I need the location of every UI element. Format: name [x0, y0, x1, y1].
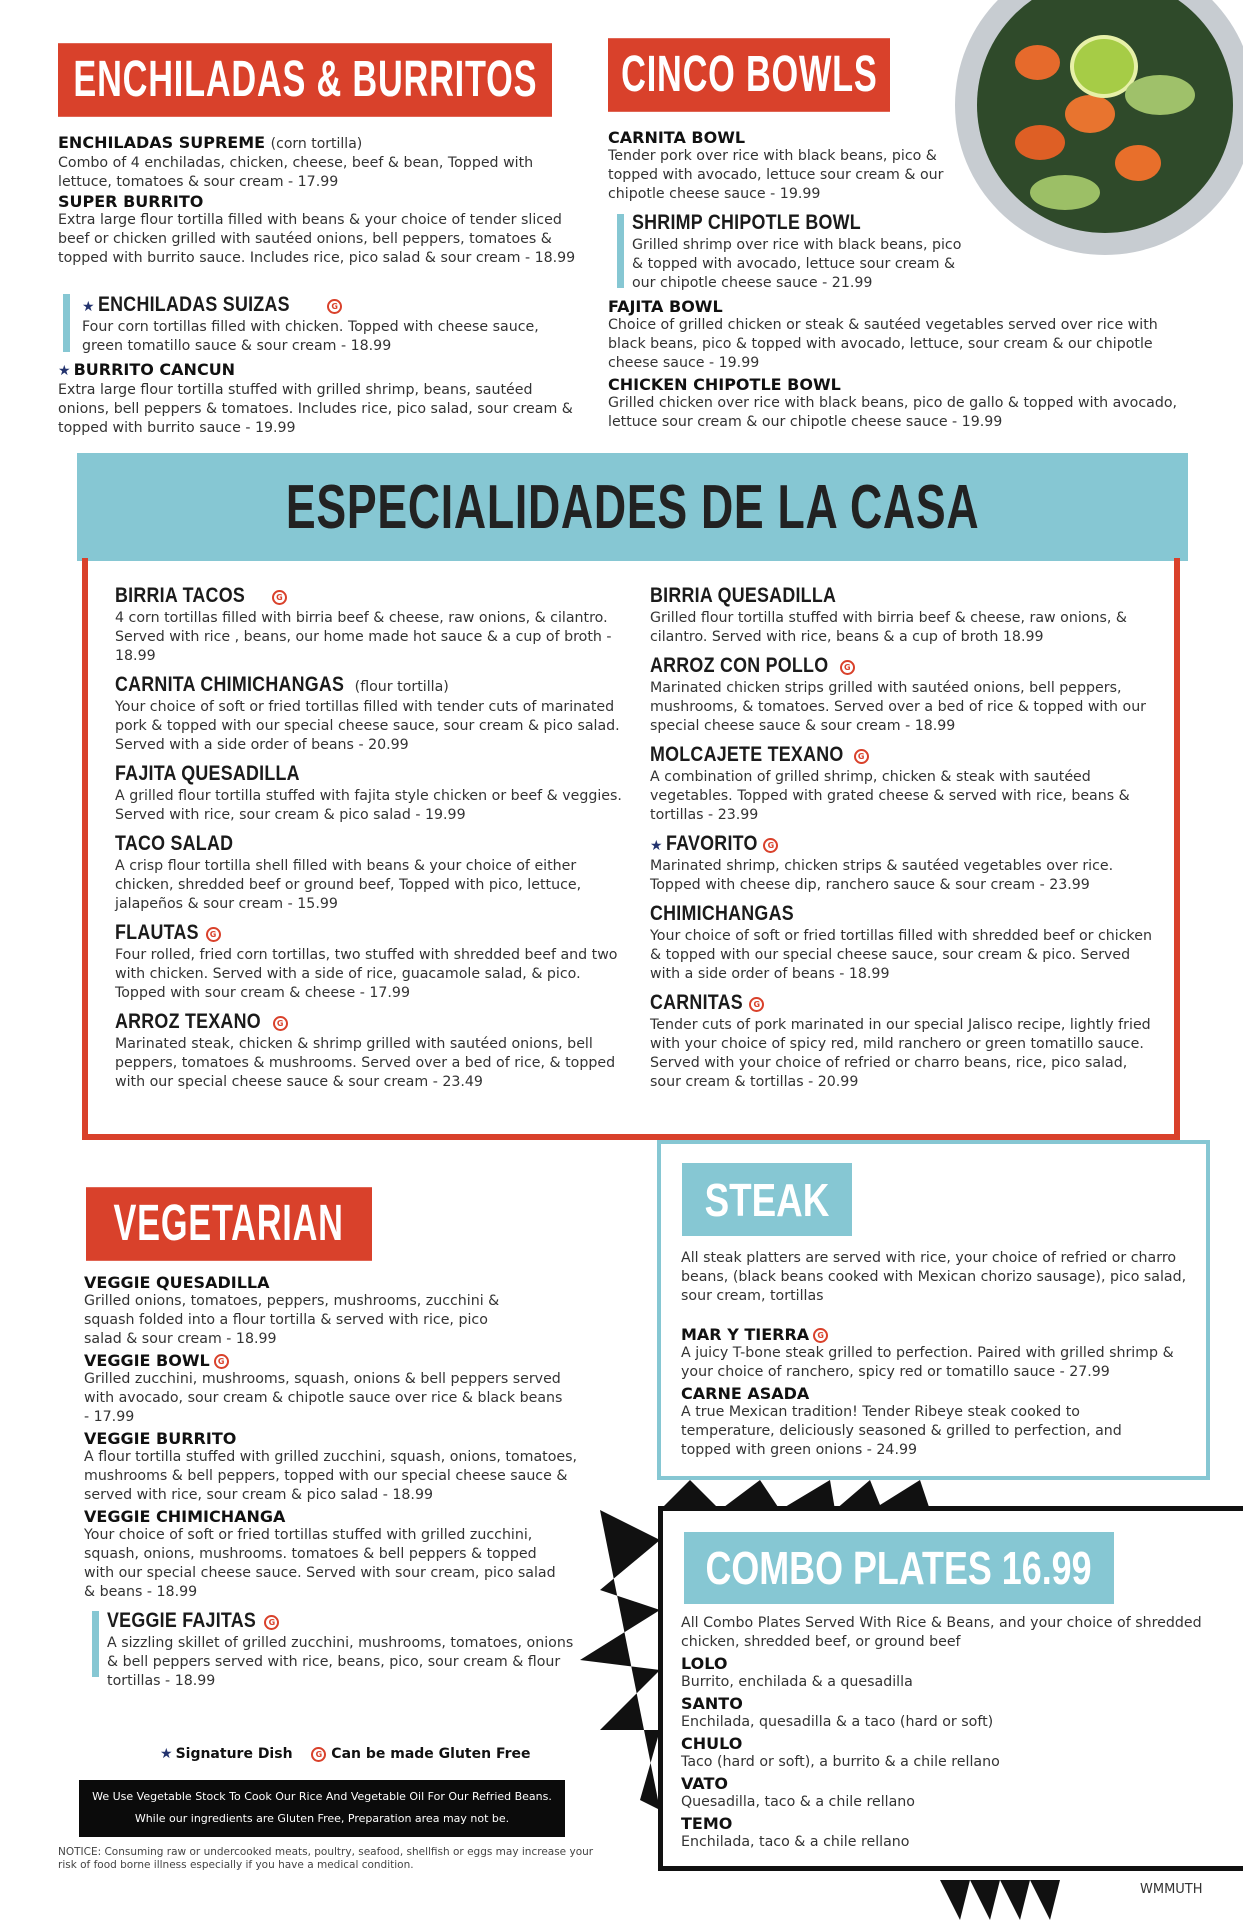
- item-desc: Four corn tortillas filled with chicken. Topped with cheese sauce, green tomatillo sauce & sour cream - 18.99: [82, 319, 539, 354]
- item-desc: Your choice of soft or fried tortillas filled with shredded beef or chicken & topped with our special cheese sauce, sour cream & pico. Served with a side order of beans - 18.99: [650, 928, 1152, 982]
- footer-code: WMMUTH: [1140, 1882, 1203, 1897]
- carnita-bowl: [608, 128, 968, 204]
- signature-bar: [92, 1611, 99, 1677]
- vegetarian-list: [84, 1273, 584, 1602]
- section-title: ENCHILADAS & BURRITOS: [73, 51, 537, 108]
- notice: NOTICE: Consuming raw or undercooked meats, poultry, seafood, shellfish or eggs may increase your risk of food borne illness especially if you have a medical condition.: [58, 1846, 594, 1871]
- section-title: VEGETARIAN: [113, 1195, 345, 1252]
- gluten-free-icon: G: [854, 749, 869, 764]
- item-desc: Grilled zucchini, mushrooms, squash, onions & bell peppers served with avocado, sour cream & chipotle sauce over rice & black beans - 17.99: [84, 1371, 563, 1425]
- item-name: BURRITO CANCUN: [73, 360, 236, 379]
- item-desc: Taco (hard or soft), a burrito & a chile rellano: [681, 1754, 1000, 1770]
- flautas: [115, 920, 625, 1003]
- item-desc: A crisp flour tortilla shell filled with beans & your choice of either chicken, shredded beef or ground beef, Topped with pico, lettuce, jalapeños & sour cream - 15.99: [115, 858, 582, 912]
- item-desc: Tender cuts of pork marinated in our special Jalisco recipe, lightly fried with your choice of spicy red, mild ranchero or green tomatillo sauce. Served with your choice of refried or charro beans, rice, pico salad, sour cream & tortillas - 20.99: [650, 1017, 1151, 1090]
- item-name: CARNITA CHIMICHANGAS: [115, 673, 345, 696]
- section-title: STEAK: [704, 1173, 830, 1226]
- item-desc: Extra large flour tortilla filled with beans & your choice of tender sliced beef or chicken grilled with sautéed onions, bell peppers, tomatoes & topped with burrito sauce. Includes rice, pico salad & sour cream - 18.99: [58, 212, 576, 266]
- item-name: FAVORITO: [665, 832, 758, 855]
- especialidades-banner: [77, 453, 1188, 561]
- item-name: TEMO: [681, 1814, 733, 1833]
- carnitas: [650, 990, 1160, 1092]
- signature-bar: [63, 294, 70, 352]
- arroz-con-pollo: [650, 653, 1160, 736]
- item-desc: Enchilada, taco & a chile rellano: [681, 1834, 910, 1850]
- item-desc: Tender pork over rice with black beans, pico & topped with avocado, lettuce sour cream & our chipotle cheese sauce - 19.99: [608, 148, 944, 202]
- burrito-cancun: [58, 360, 578, 438]
- item-name: SUPER BURRITO: [58, 192, 204, 211]
- arroz-texano: [115, 1009, 625, 1092]
- item-name: BIRRIA QUESADILLA: [650, 584, 837, 607]
- item-name: CHIMICHANGAS: [650, 902, 794, 925]
- birria-quesadilla: [650, 583, 1160, 647]
- veggie-quesadilla: [84, 1273, 584, 1349]
- item-name: VEGGIE QUESADILLA: [84, 1273, 270, 1292]
- combo-banner: [684, 1532, 1114, 1604]
- gluten-free-icon: G: [206, 927, 221, 942]
- star-icon: ★: [58, 363, 71, 379]
- item-name: CHULO: [681, 1734, 743, 1753]
- esp-right-column: [650, 583, 1160, 1092]
- gluten-free-icon: G: [813, 1328, 828, 1343]
- item-name: ENCHILADAS SUIZAS: [97, 293, 290, 316]
- enchiladas-burritos-banner: [58, 43, 552, 117]
- item-name: BIRRIA TACOS: [115, 584, 245, 607]
- shrimp-chipotle-bowl: [632, 210, 962, 293]
- cinco-bowls-banner: [608, 38, 890, 112]
- item-desc: Burrito, enchilada & a quesadilla: [681, 1674, 913, 1690]
- combo-santo: [681, 1694, 1201, 1732]
- item-desc: Choice of grilled chicken or steak & sautéed vegetables served over rice with black beans, pico & topped with avocado, lettuce, sour cream & our chipotle cheese sauce - 19.99: [608, 317, 1158, 371]
- mar-y-tierra: [681, 1325, 1201, 1382]
- veggie-burrito: [84, 1429, 584, 1505]
- section-title: CINCO BOWLS: [620, 46, 878, 103]
- legend: [160, 1746, 560, 1762]
- enchiladas-supreme: [58, 133, 568, 192]
- super-burrito: [58, 192, 583, 268]
- gluten-free-icon: G: [272, 590, 287, 605]
- legend-signature: Signature Dish: [175, 1746, 293, 1762]
- info-line-2: While our ingredients are Gluten Free, Preparation area may not be.: [134, 1812, 510, 1825]
- favorito: [650, 831, 1160, 895]
- info-box: [79, 1780, 565, 1837]
- combo-temo: [681, 1814, 1201, 1852]
- star-icon: ★: [82, 299, 95, 315]
- veggie-fajitas: [107, 1608, 577, 1691]
- item-name: SHRIMP CHIPOTLE BOWL: [632, 211, 861, 234]
- item-name: VEGGIE BOWL: [84, 1351, 210, 1370]
- combo-vato: [681, 1774, 1201, 1812]
- section-title: ESPECIALIDADES DE LA CASA: [285, 472, 980, 542]
- enchiladas-suizas: [82, 292, 582, 356]
- item-desc: Marinated chicken strips grilled with sautéed onions, bell peppers, mushrooms, & tomatoes. Served over a bed of rice & topped with our special cheese sauce & sour cream - 18.99: [650, 680, 1147, 734]
- molcajete-texano: [650, 742, 1160, 825]
- item-name: VEGGIE CHIMICHANGA: [84, 1507, 286, 1526]
- item-name: SANTO: [681, 1694, 743, 1713]
- item-name: TACO SALAD: [115, 832, 234, 855]
- item-desc: Marinated shrimp, chicken strips & sautéed vegetables over rice. Topped with cheese dip, ranchero sauce & sour cream - 23.99: [650, 858, 1114, 893]
- birria-tacos: [115, 583, 625, 666]
- gluten-free-icon: G: [264, 1615, 279, 1630]
- item-desc: Four rolled, fried corn tortillas, two stuffed with shredded beef and two with chicken. Served with a side of rice, guacamole salad, & pico. Topped with sour cream & cheese - 17.99: [115, 947, 618, 1001]
- veggie-chimichanga: [84, 1507, 584, 1602]
- combo-lolo: [681, 1654, 1201, 1692]
- steak-intro: All steak platters are served with rice, your choice of refried or charro beans, (black beans cooked with Mexican chorizo sausage), pico salad, sour cream, tortillas: [681, 1250, 1187, 1304]
- carnita-chimichangas: [115, 672, 625, 755]
- chicken-chipotle-bowl: [608, 375, 1178, 432]
- item-desc: Grilled onions, tomatoes, peppers, mushrooms, zucchini & squash folded into a flour tortilla & served with rice, pico salad & sour cream - 18.99: [84, 1293, 500, 1347]
- item-desc: Grilled flour tortilla stuffed with birria beef & cheese, raw onions, & cilantro. Served with rice, beans & a cup of broth 18.99: [650, 610, 1127, 645]
- fajita-quesadilla: [115, 761, 625, 825]
- item-name: CARNITAS: [650, 991, 743, 1014]
- item-desc: 4 corn tortillas filled with birria beef & cheese, raw onions, & cilantro. Served with rice , beans, our home made hot sauce & a cup of broth - 18.99: [115, 610, 612, 664]
- veggie-bowl: [84, 1351, 584, 1427]
- item-name: MOLCAJETE TEXANO: [650, 743, 844, 766]
- item-desc: Quesadilla, taco & a chile rellano: [681, 1794, 915, 1810]
- item-desc: Grilled chicken over rice with black beans, pico de gallo & topped with avocado, lettuce sour cream & our chipotle cheese sauce - 19.99: [608, 395, 1178, 430]
- esp-left-column: [115, 583, 625, 1092]
- item-name: VATO: [681, 1774, 728, 1793]
- combo-list: [681, 1654, 1201, 1852]
- gluten-free-icon: G: [273, 1016, 288, 1031]
- gluten-free-icon: G: [749, 997, 764, 1012]
- item-name: CHICKEN CHIPOTLE BOWL: [608, 375, 841, 394]
- steak-banner: [682, 1163, 852, 1236]
- item-name: LOLO: [681, 1654, 728, 1673]
- item-name: ENCHILADAS SUPREME (corn tortilla): [58, 133, 363, 152]
- item-name: CARNE ASADA: [681, 1384, 810, 1403]
- info-line-1: We Use Vegetable Stock To Cook Our Rice And Vegetable Oil For Our Refried Beans.: [92, 1790, 552, 1803]
- bowl-photo: [955, 0, 1243, 255]
- signature-bar: [617, 214, 624, 288]
- legend-gluten-free: Can be made Gluten Free: [331, 1746, 531, 1762]
- item-name: ARROZ CON POLLO: [650, 654, 829, 677]
- item-name: VEGGIE FAJITAS: [107, 1609, 257, 1632]
- gluten-free-icon: G: [311, 1747, 326, 1762]
- item-name: CARNITA BOWL: [608, 128, 746, 147]
- gluten-free-icon: G: [327, 299, 342, 314]
- fajita-bowl: [608, 297, 1198, 373]
- item-desc: Extra large flour tortilla stuffed with grilled shrimp, beans, sautéed onions, bell peppers & tomatoes. Includes rice, pico salad, sour cream & topped with burrito sauce - 19.99: [58, 382, 573, 436]
- gluten-free-icon: G: [763, 838, 778, 853]
- item-desc: Enchilada, quesadilla & a taco (hard or soft): [681, 1714, 994, 1730]
- vegetarian-banner: [86, 1187, 372, 1261]
- taco-salad: [115, 831, 625, 914]
- item-desc: A juicy T-bone steak grilled to perfection. Paired with grilled shrimp & your choice of ranchero, spicy red or tomatillo sauce - 27.99: [681, 1345, 1174, 1380]
- item-name: FLAUTAS: [115, 921, 199, 944]
- gluten-free-icon: G: [214, 1354, 229, 1369]
- item-desc: Your choice of soft or fried tortillas stuffed with grilled zucchini, squash, onions, mushrooms. tomatoes & bell peppers & topped with our special cheese sauce. Served with sour cream, pico salad & beans - 18.99: [84, 1527, 556, 1600]
- combo-intro: All Combo Plates Served With Rice & Beans, and your choice of shredded chicken, shredded beef, or ground beef: [681, 1615, 1202, 1650]
- section-title: COMBO PLATES 16.99: [705, 1542, 1093, 1594]
- item-name: ARROZ TEXANO: [115, 1010, 261, 1033]
- item-name: MAR Y TIERRA: [681, 1325, 810, 1344]
- chimichangas: [650, 901, 1160, 984]
- item-name: FAJITA QUESADILLA: [115, 762, 300, 785]
- item-desc: A sizzling skillet of grilled zucchini, mushrooms, tomatoes, onions & bell peppers served with rice, beans, pico, sour cream & flour tortillas - 18.99: [107, 1635, 574, 1689]
- item-desc: A true Mexican tradition! Tender Ribeye steak cooked to temperature, deliciously seasoned & grilled to perfection, and topped with green onions - 24.99: [681, 1404, 1122, 1458]
- star-icon: ★: [650, 838, 663, 854]
- item-desc: A combination of grilled shrimp, chicken & steak with sautéed vegetables. Topped with grated cheese & served with rice, beans & tortillas - 23.99: [650, 769, 1130, 823]
- item-desc: Combo of 4 enchiladas, chicken, cheese, beef & bean, Topped with lettuce, tomatoes & sour cream - 17.99: [58, 155, 534, 190]
- item-desc: Marinated steak, chicken & shrimp grilled with sautéed onions, bell peppers, tomatoes & mushrooms. Served over a bed of rice, & topped with our special cheese sauce & sour cream - 23.49: [115, 1036, 616, 1090]
- item-desc: Grilled shrimp over rice with black beans, pico & topped with avocado, lettuce sour cream & our chipotle cheese sauce - 21.99: [632, 237, 962, 291]
- item-desc: A flour tortilla stuffed with grilled zucchini, squash, onions, tomatoes, mushrooms & bell peppers, topped with our special cheese sauce & served with rice, sour cream & pico salad - 18.99: [84, 1449, 578, 1503]
- gluten-free-icon: G: [840, 660, 855, 675]
- item-note: (flour tortilla): [354, 679, 449, 695]
- item-desc: A grilled flour tortilla stuffed with fajita style chicken or beef & veggies. Served with rice, sour cream & pico salad - 19.99: [115, 788, 622, 823]
- item-name: FAJITA BOWL: [608, 297, 723, 316]
- star-icon: ★: [160, 1746, 173, 1762]
- combo-chulo: [681, 1734, 1201, 1772]
- item-desc: Your choice of soft or fried tortillas filled with tender cuts of marinated pork & topped with our special cheese sauce, sour cream & pico salad. Served with a side order of beans - 20.99: [115, 699, 620, 753]
- carne-asada: [681, 1384, 1141, 1460]
- item-name: VEGGIE BURRITO: [84, 1429, 237, 1448]
